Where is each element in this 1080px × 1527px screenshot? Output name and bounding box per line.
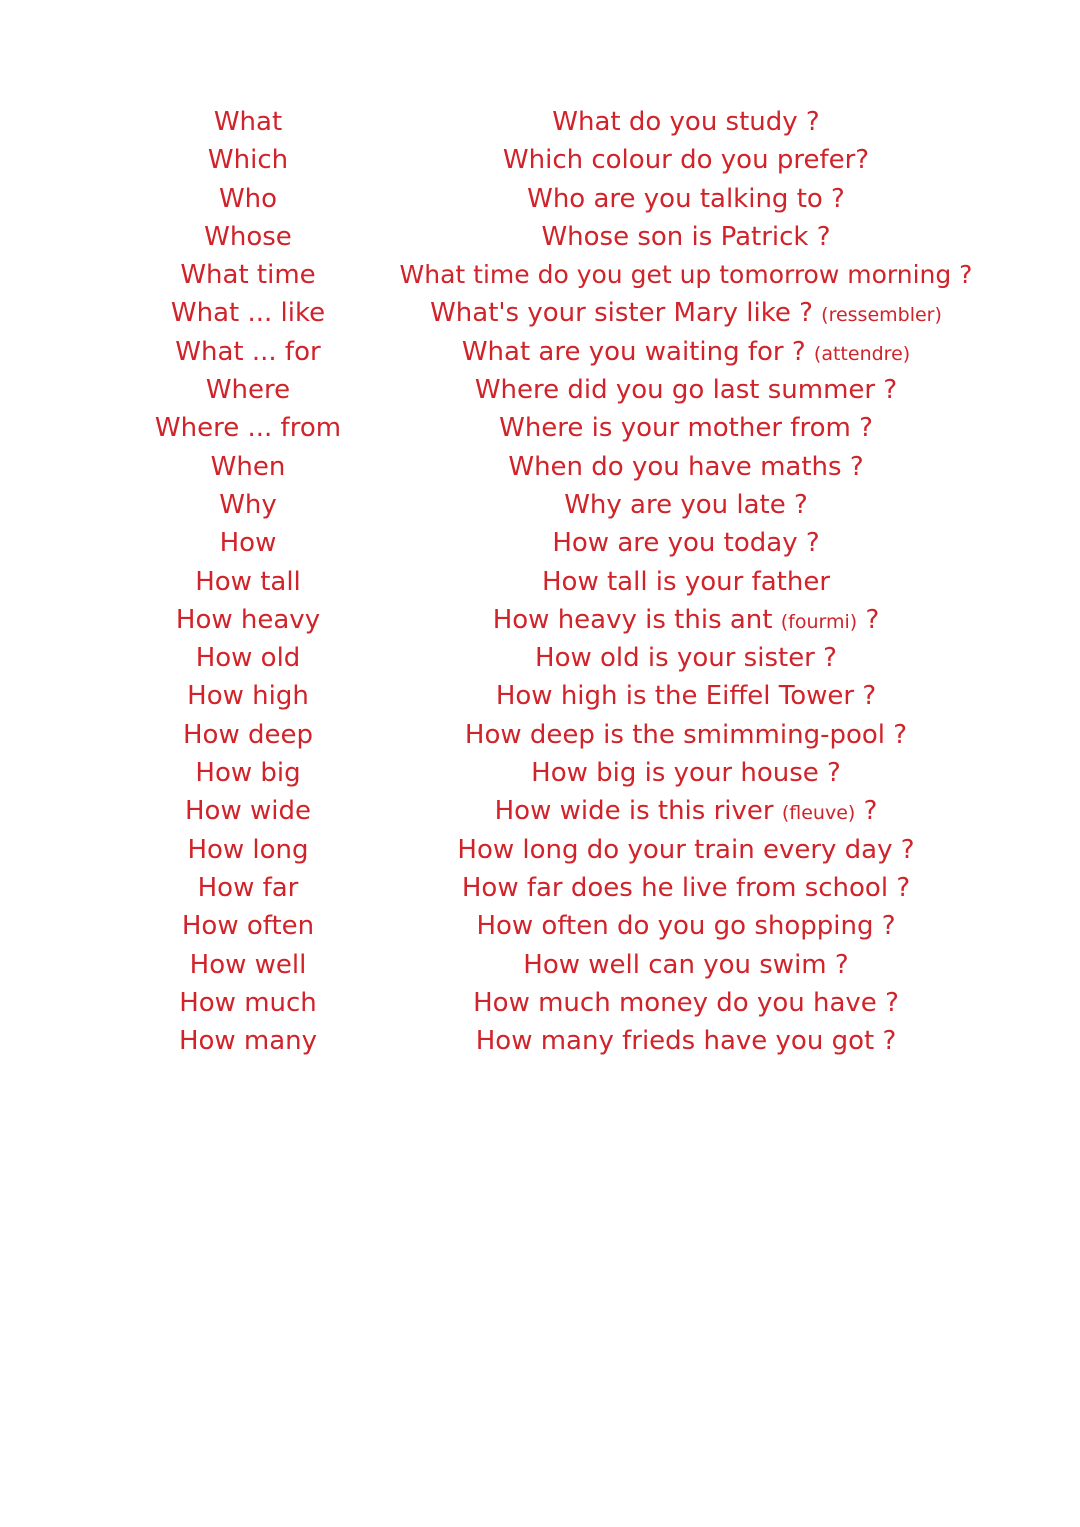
question-text: How tall is your father: [541, 566, 831, 597]
list-item: [0, 103, 1080, 141]
list-item: [0, 563, 1080, 601]
example-question: [392, 409, 980, 447]
question-word: How long: [187, 834, 309, 865]
list-item: [0, 409, 1080, 447]
example-question: [392, 984, 980, 1022]
list-item: [0, 141, 1080, 179]
example-question: [392, 563, 980, 601]
question-word: Where: [205, 375, 291, 406]
question-text: What do you study ?: [552, 107, 820, 137]
question-text: How well can you swim ?: [523, 949, 849, 980]
example-question: [392, 371, 980, 409]
question-word: How many: [178, 1026, 318, 1057]
example-question: [392, 103, 980, 141]
question-text: Where did you go last summer ?: [474, 375, 898, 406]
list-item: [0, 677, 1080, 715]
question-text: How big is your house ?: [531, 758, 841, 789]
list-item: [0, 333, 1080, 371]
question-text: How heavy is this ant: [492, 604, 773, 635]
list-item: [0, 907, 1080, 945]
question-word: How deep: [183, 719, 313, 750]
question-word: How heavy: [175, 604, 321, 635]
question-text: How many frieds have you got ?: [475, 1026, 897, 1057]
example-question: [392, 486, 980, 524]
question-text: Whose son is Patrick ?: [541, 221, 831, 252]
question-text: How long do your train every day ?: [457, 834, 915, 865]
question-word: How big: [195, 758, 301, 789]
question-text: How are you today ?: [552, 528, 820, 559]
question-text: Where is your mother from ?: [499, 413, 873, 444]
list-item: [0, 639, 1080, 677]
question-word: How far: [197, 872, 299, 903]
list-item: [0, 294, 1080, 332]
list-item: [0, 486, 1080, 524]
example-question: [392, 141, 980, 179]
list-item: [0, 831, 1080, 869]
question-word: How much: [179, 987, 317, 1018]
example-question: [392, 946, 980, 984]
example-question: [392, 716, 980, 754]
list-item: [0, 371, 1080, 409]
question-word: What: [213, 107, 283, 137]
example-question: [392, 601, 980, 641]
example-question: [392, 792, 980, 832]
question-text: What are you waiting for ?: [461, 336, 806, 367]
question-mark: ?: [863, 796, 878, 827]
question-word: How well: [189, 949, 307, 980]
question-text: What's your sister Mary like ?: [430, 298, 813, 329]
question-word: How wide: [185, 796, 311, 827]
question-word: What ... for: [175, 336, 321, 367]
question-words-sheet: [0, 103, 1080, 1060]
list-item: [0, 869, 1080, 907]
example-question: [392, 677, 980, 715]
translation-note: (ressembler): [821, 304, 942, 327]
translation-note: (fleuve): [781, 802, 856, 825]
example-question: [392, 448, 980, 486]
example-question: [392, 831, 980, 869]
question-mark: ?: [865, 604, 880, 635]
list-item: [0, 256, 1080, 294]
question-word: Why: [219, 489, 277, 520]
example-question: [392, 294, 980, 334]
question-word: Which: [207, 145, 289, 176]
question-text: How wide is this river: [494, 796, 774, 827]
example-question: [392, 524, 980, 562]
question-text: How often do you go shopping ?: [476, 911, 896, 942]
question-text: How high is the Eiffel Tower ?: [495, 681, 877, 712]
translation-note: (fourmi): [780, 610, 858, 633]
list-item: [0, 601, 1080, 639]
example-question: [392, 907, 980, 945]
list-item: [0, 524, 1080, 562]
question-text: How old is your sister ?: [535, 643, 837, 674]
list-item: [0, 716, 1080, 754]
list-item: [0, 218, 1080, 256]
example-question: [392, 1022, 980, 1060]
list-item: [0, 754, 1080, 792]
example-question: [392, 256, 980, 294]
translation-note: (attendre): [813, 342, 911, 365]
question-word: How: [219, 528, 277, 559]
example-question: [392, 333, 980, 373]
list-item: [0, 180, 1080, 218]
question-text: Who are you talking to ?: [527, 183, 845, 214]
question-text: What time do you get up tomorrow morning ?: [399, 260, 973, 290]
list-item: [0, 946, 1080, 984]
question-word: When: [210, 451, 286, 482]
example-question: [392, 869, 980, 907]
question-text: How far does he live from school ?: [461, 872, 911, 903]
question-word: Whose: [204, 221, 292, 252]
question-text: How much money do you have ?: [473, 987, 899, 1018]
example-question: [392, 218, 980, 256]
question-word: How high: [187, 681, 309, 712]
list-item: [0, 448, 1080, 486]
question-word: Who: [218, 183, 278, 214]
list-item: [0, 1022, 1080, 1060]
question-text: When do you have maths ?: [508, 451, 864, 482]
example-question: [392, 754, 980, 792]
example-question: [392, 180, 980, 218]
list-item: [0, 984, 1080, 1022]
question-word: Where ... from: [154, 413, 342, 444]
list-item: [0, 792, 1080, 830]
question-word: How tall: [195, 566, 301, 597]
question-text: Which colour do you prefer?: [502, 145, 870, 176]
question-word: What ... like: [170, 298, 326, 329]
question-word: How often: [181, 911, 315, 942]
question-word: What time: [180, 260, 316, 291]
question-text: Why are you late ?: [564, 489, 808, 520]
question-text: How deep is the smimming-pool ?: [464, 719, 908, 750]
question-word: How old: [195, 643, 301, 674]
example-question: [392, 639, 980, 677]
